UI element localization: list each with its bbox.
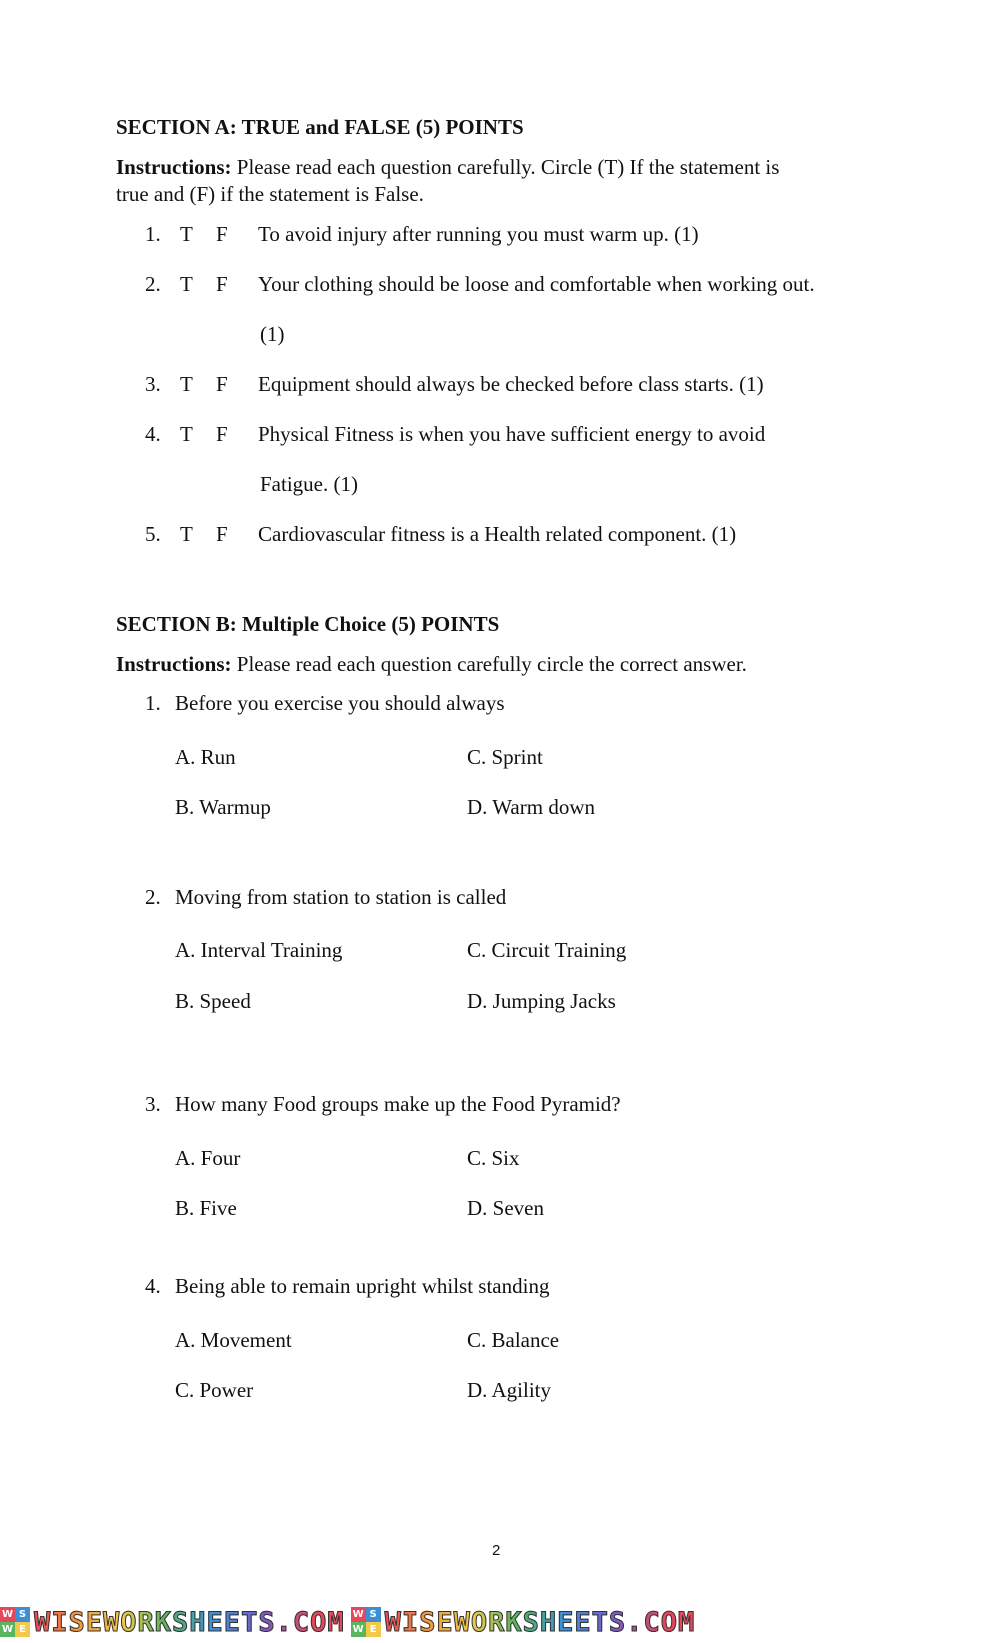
instructions-text: Please read each question carefully. Circle (T) If the statement is xyxy=(231,155,780,179)
answer-option[interactable]: D. Agility xyxy=(467,1378,552,1402)
question-text: Cardiovascular fitness is a Health related component. (1) xyxy=(258,522,737,546)
brand-wordmark: WISEWORKSHEETS.COM xyxy=(34,1606,345,1638)
question-number: 5. xyxy=(145,522,161,546)
false-option[interactable]: F xyxy=(216,522,228,546)
answer-option[interactable]: B. Speed xyxy=(175,989,251,1013)
answer-option[interactable]: A. Interval Training xyxy=(175,938,343,962)
logo-letter: S xyxy=(366,1607,381,1622)
question-text: Being able to remain upright whilst standing xyxy=(175,1274,550,1298)
logo-letter: W xyxy=(1,1609,14,1620)
question-number: 2. xyxy=(145,885,161,909)
question-text: How many Food groups make up the Food Pyramid? xyxy=(175,1092,621,1116)
false-option[interactable]: F xyxy=(216,372,228,396)
answer-option[interactable]: C. Balance xyxy=(467,1328,560,1352)
section-b-heading: SECTION B: Multiple Choice (5) POINTS xyxy=(116,612,500,636)
false-option[interactable]: F xyxy=(216,222,228,246)
answer-option[interactable]: B. Five xyxy=(175,1196,237,1220)
logo-letter: W xyxy=(352,1609,364,1620)
question-number: 3. xyxy=(145,372,161,396)
logo-letter: W xyxy=(352,1624,364,1635)
answer-option[interactable]: D. Warm down xyxy=(467,795,595,819)
question-text-continued: Fatigue. (1) xyxy=(260,472,358,496)
watermark-block xyxy=(351,1603,696,1641)
instructions-label: Instructions: xyxy=(116,155,232,179)
brand-wordmark: WISEWORKSHEETS.COM xyxy=(384,1606,696,1638)
true-option[interactable]: T xyxy=(180,222,193,246)
answer-option[interactable]: C. Sprint xyxy=(467,745,543,769)
section-b-instructions xyxy=(116,652,747,677)
true-option[interactable]: T xyxy=(180,522,193,546)
answer-option[interactable]: A. Run xyxy=(175,745,236,769)
question-text: Equipment should always be checked before class starts. (1) xyxy=(258,372,764,396)
logo-letter: W xyxy=(1,1624,14,1635)
true-option[interactable]: T xyxy=(180,372,193,396)
false-option[interactable]: F xyxy=(216,422,228,446)
question-number: 4. xyxy=(145,1274,161,1298)
answer-option[interactable]: A. Four xyxy=(175,1146,241,1170)
logo-letter: E xyxy=(366,1622,381,1637)
question-text: Before you exercise you should always xyxy=(175,691,505,715)
question-number: 4. xyxy=(145,422,161,446)
answer-option[interactable]: B. Warmup xyxy=(175,795,271,819)
question-text: Your clothing should be loose and comfortable when working out. xyxy=(258,272,815,296)
brand-logo-icon xyxy=(351,1607,381,1637)
question-text: Physical Fitness is when you have sufficient energy to avoid xyxy=(258,422,766,446)
section-a-instructions-line2: true and (F) if the statement is False. xyxy=(116,182,424,206)
section-a-heading: SECTION A: TRUE and FALSE (5) POINTS xyxy=(116,115,524,139)
answer-option[interactable]: D. Seven xyxy=(467,1196,544,1220)
true-option[interactable]: T xyxy=(180,422,193,446)
answer-option[interactable]: C. Six xyxy=(467,1146,520,1170)
brand-logo-icon xyxy=(0,1607,30,1637)
answer-option[interactable]: C. Power xyxy=(175,1378,254,1402)
section-a-instructions xyxy=(116,155,779,180)
answer-option[interactable]: C. Circuit Training xyxy=(467,938,627,962)
logo-letter: E xyxy=(15,1622,30,1637)
true-option[interactable]: T xyxy=(180,272,193,296)
page-number: 2 xyxy=(492,1542,501,1559)
question-text: To avoid injury after running you must warm up. (1) xyxy=(258,222,699,246)
question-text: Moving from station to station is called xyxy=(175,885,507,909)
footer-watermark xyxy=(0,1603,1000,1641)
question-number: 2. xyxy=(145,272,161,296)
logo-letter: S xyxy=(15,1607,30,1622)
answer-option[interactable]: A. Movement xyxy=(175,1328,292,1352)
question-number: 1. xyxy=(145,691,161,715)
instructions-text: Please read each question carefully circle the correct answer. xyxy=(231,652,747,676)
question-number: 3. xyxy=(145,1092,161,1116)
question-number: 1. xyxy=(145,222,161,246)
false-option[interactable]: F xyxy=(216,272,228,296)
instructions-label: Instructions: xyxy=(116,652,232,676)
answer-option[interactable]: D. Jumping Jacks xyxy=(467,989,616,1013)
question-text-continued: (1) xyxy=(260,322,285,346)
watermark-block xyxy=(0,1603,345,1641)
